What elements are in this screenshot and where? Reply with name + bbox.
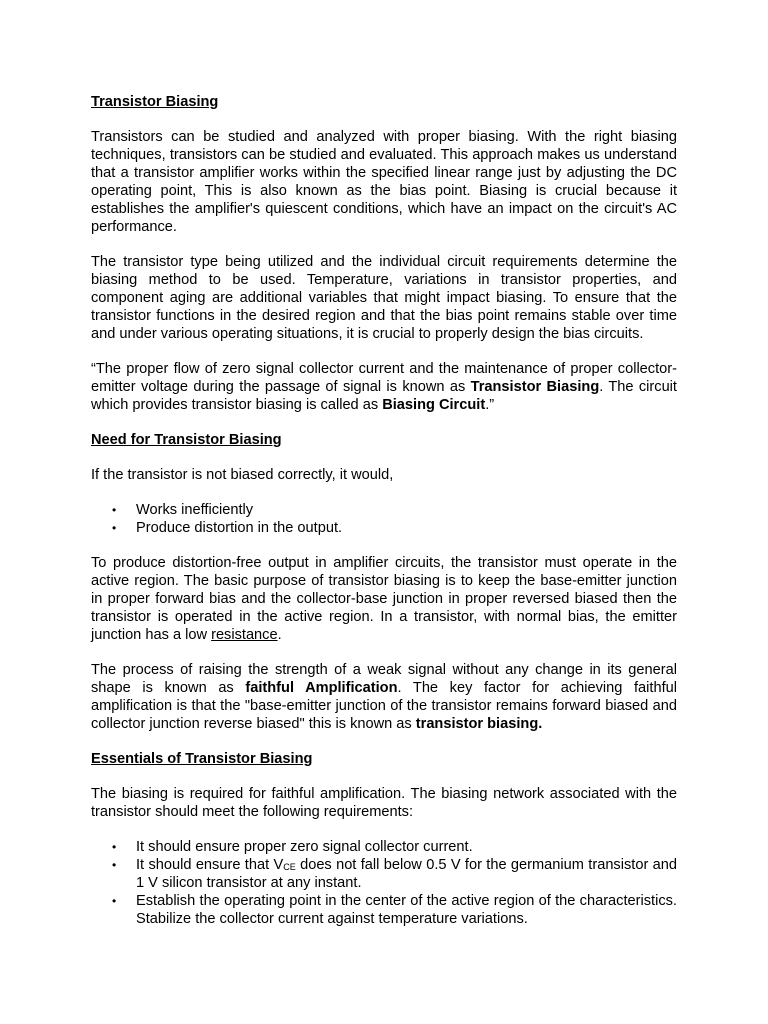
amplification-term-2: transistor biasing. [415,716,543,732]
paragraph-biasing-method: The transistor type being utilized and the individual circuit requirements determine the biasing method to be used. Temperature, variations in transistor properties, and component aging are additional variables that might impact biasing. To ensure that the transistor functions in the desired region and that the bias point remains stable over time and under various operating situations, it is crucial to properly design the bias circuits. [91,254,677,342]
paragraph-faithful-amplification [91,661,677,733]
paragraph-definition [91,360,677,414]
list-item: • Produce distortion in the output. [91,519,677,537]
resistance-link[interactable]: resistance [211,627,278,643]
list-item: • Establish the operating point in the center of the active region of the characteristics. Stabilize the collector current against temperature variations. [91,892,677,928]
list-requirements [91,838,677,928]
amplification-text-2: . The key factor for achieving faithful amplification is that the "base-emitter junction of the transistor remains forward biased and collector junction reverse biased" this is known as [91,680,678,732]
amplification-text: The process of raising the strength of a weak signal without any change in its general shape is known as [91,662,677,696]
definition-term-2: Biasing Circuit [382,397,486,413]
list-item: • Works inefficiently [91,501,677,519]
amplification-term: faithful Amplification [245,680,398,696]
vce-text-2: does not fall below 0.5 V for the germanium transistor and 1 V silicon transistor at any instant. [136,857,677,891]
active-region-text: To produce distortion-free output in amplifier circuits, the transistor must operate in the active region. The basic purpose of transistor biasing is to keep the base-emitter junction in proper forward bias and the collector-base junction in proper reversed biased then the transistor is operated in the active region. In a transistor, with normal bias, the emitter junction has a low [91,555,677,643]
list-item: • It should ensure proper zero signal collector current. [91,838,677,856]
paragraph-active-region [91,554,677,644]
definition-text-2: . The circuit which provides transistor biasing is called as [91,379,677,413]
vce-subscript: CE [283,862,296,872]
list-consequences [91,501,677,537]
heading-essentials: Essentials of Transistor Biasing [91,751,313,767]
paragraph-requirements: The biasing is required for faithful amplification. The biasing network associated with the transistor should meet the following requirements: [91,786,677,820]
paragraph-not-biased: If the transistor is not biased correctly, it would, [91,467,394,483]
definition-term: Transistor Biasing [470,379,600,395]
definition-text-3: .” [485,397,495,413]
document-page [91,93,677,928]
active-region-text-end: . [277,627,282,643]
heading-transistor-biasing: Transistor Biasing [91,94,219,110]
paragraph-intro: Transistors can be studied and analyzed with proper biasing. With the right biasing techniques, transistors can be studied and evaluated. This approach makes us understand that a transistor amplifier works within the specified linear range just by adjusting the DC operating point, This is also known as the bias point. Biasing is crucial because it establishes the amplifier's quiescent conditions, which have an impact on the circuit's AC performance. [91,129,677,235]
vce-text: It should ensure that V [136,857,284,873]
definition-text: “The proper flow of zero signal collector current and the maintenance of proper collector-emitter voltage during the passage of signal is known as [91,361,677,395]
list-item [91,856,677,892]
heading-need-for-biasing: Need for Transistor Biasing [91,432,282,448]
